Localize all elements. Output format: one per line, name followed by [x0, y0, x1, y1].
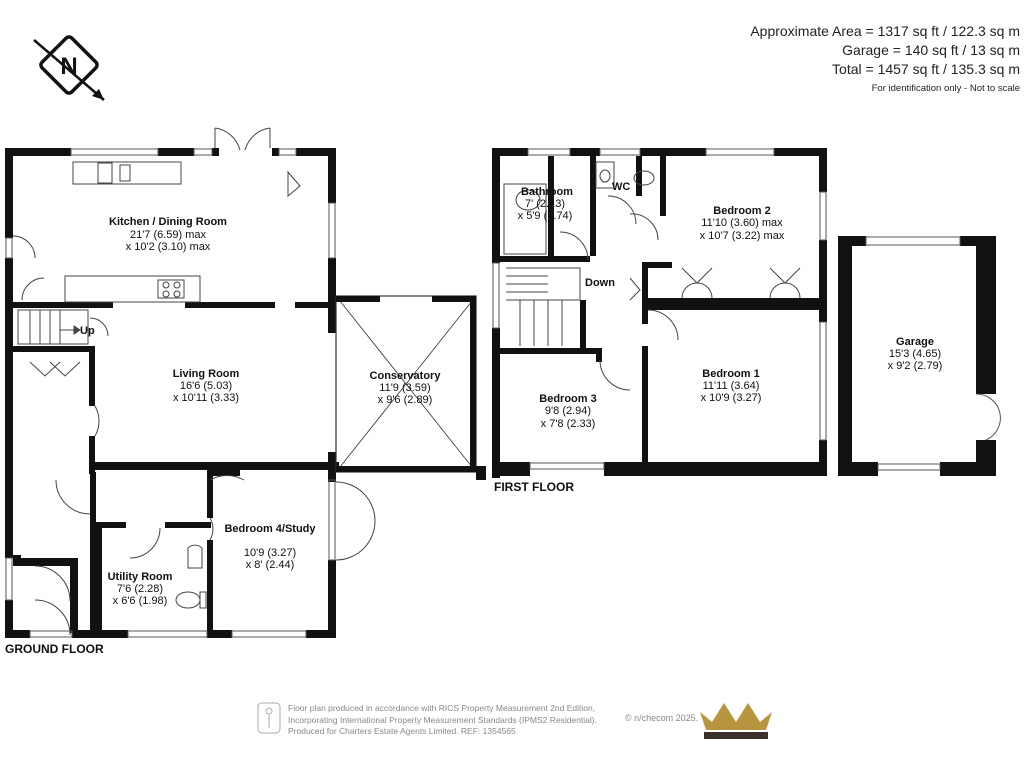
conservatory-name: Conservatory	[369, 370, 441, 382]
total-area: Total = 1457 sq ft / 135.3 sq m	[832, 61, 1020, 77]
bedroom2-dim1: 11'10 (3.60) max	[701, 217, 783, 229]
bedroom4-name: Bedroom 4/Study	[224, 523, 316, 535]
footer-line-2: Incorporating International Property Measurement Standards (IPMS2 Residential).	[288, 714, 597, 725]
bedroom4-dim2: x 8' (2.44)	[245, 559, 295, 571]
bedroom2-dim2: x 10'7 (3.22) max	[699, 230, 785, 242]
garage-dim2: x 9'2 (2.79)	[887, 360, 943, 372]
conservatory-dim2: x 9'6 (2.89)	[377, 394, 433, 406]
bathroom-dim1: 7' (2.13)	[524, 198, 566, 210]
crown-logo	[700, 703, 772, 739]
living-dim2: x 10'11 (3.33)	[172, 392, 240, 404]
bedroom3-dim1: 9'8 (2.94)	[544, 405, 592, 417]
footer-text	[288, 703, 597, 738]
bedroom2-name: Bedroom 2	[713, 205, 771, 217]
utility-name: Utility Room	[107, 571, 173, 583]
bedroom1-dim1: 11'11 (3.64)	[702, 380, 760, 392]
utility-fixtures	[176, 545, 206, 608]
utility-dim1: 7'6 (2.28)	[116, 583, 164, 595]
kitchen-dim1: 21'7 (6.59) max	[129, 229, 207, 241]
approximate-area: Approximate Area = 1317 sq ft / 122.3 sq m	[750, 23, 1020, 39]
bedroom1-dim2: x 10'9 (3.27)	[700, 392, 762, 404]
kitchen-dim2: x 10'2 (3.10) max	[125, 241, 211, 253]
first-floor-label: FIRST FLOOR	[494, 480, 574, 494]
bathroom-name: Bathroom	[521, 186, 573, 198]
conservatory-dim1: 11'9 (3.59)	[379, 382, 431, 394]
garage-area: Garage = 140 sq ft / 13 sq m	[842, 42, 1020, 58]
garage-name: Garage	[896, 336, 934, 348]
living-name: Living Room	[172, 368, 240, 380]
bedroom3-name: Bedroom 3	[539, 393, 597, 405]
stairs-up-label: Up	[80, 325, 95, 337]
person-icon	[258, 703, 280, 733]
copyright-text: © n/checom 2025.	[625, 713, 699, 723]
compass-letter: N	[60, 53, 78, 80]
stairs-down-label: Down	[585, 277, 615, 289]
bedroom1-name: Bedroom 1	[702, 368, 760, 380]
bedroom3-dim2: x 7'8 (2.33)	[540, 418, 596, 430]
living-dim1: 16'6 (5.03)	[179, 380, 233, 392]
compass-icon	[34, 35, 104, 100]
bedroom4-dim1: 10'9 (3.27)	[243, 547, 297, 559]
scale-note: For identification only - Not to scale	[871, 83, 1020, 94]
kitchen-name: Kitchen / Dining Room	[109, 216, 227, 228]
garage-dim1: 15'3 (4.65)	[888, 348, 942, 360]
footer-line-3: Produced for Charters Estate Agents Limited. REF: 1354565	[288, 726, 516, 736]
footer-line-1: Floor plan produced in accordance with RICS Property Measurement 2nd Edition,	[288, 703, 596, 713]
utility-dim2: x 6'6 (1.98)	[112, 595, 168, 607]
wc-name: WC	[612, 181, 631, 193]
ground-floor-label: GROUND FLOOR	[5, 642, 104, 656]
bathroom-dim2: x 5'9 (1.74)	[517, 210, 573, 222]
